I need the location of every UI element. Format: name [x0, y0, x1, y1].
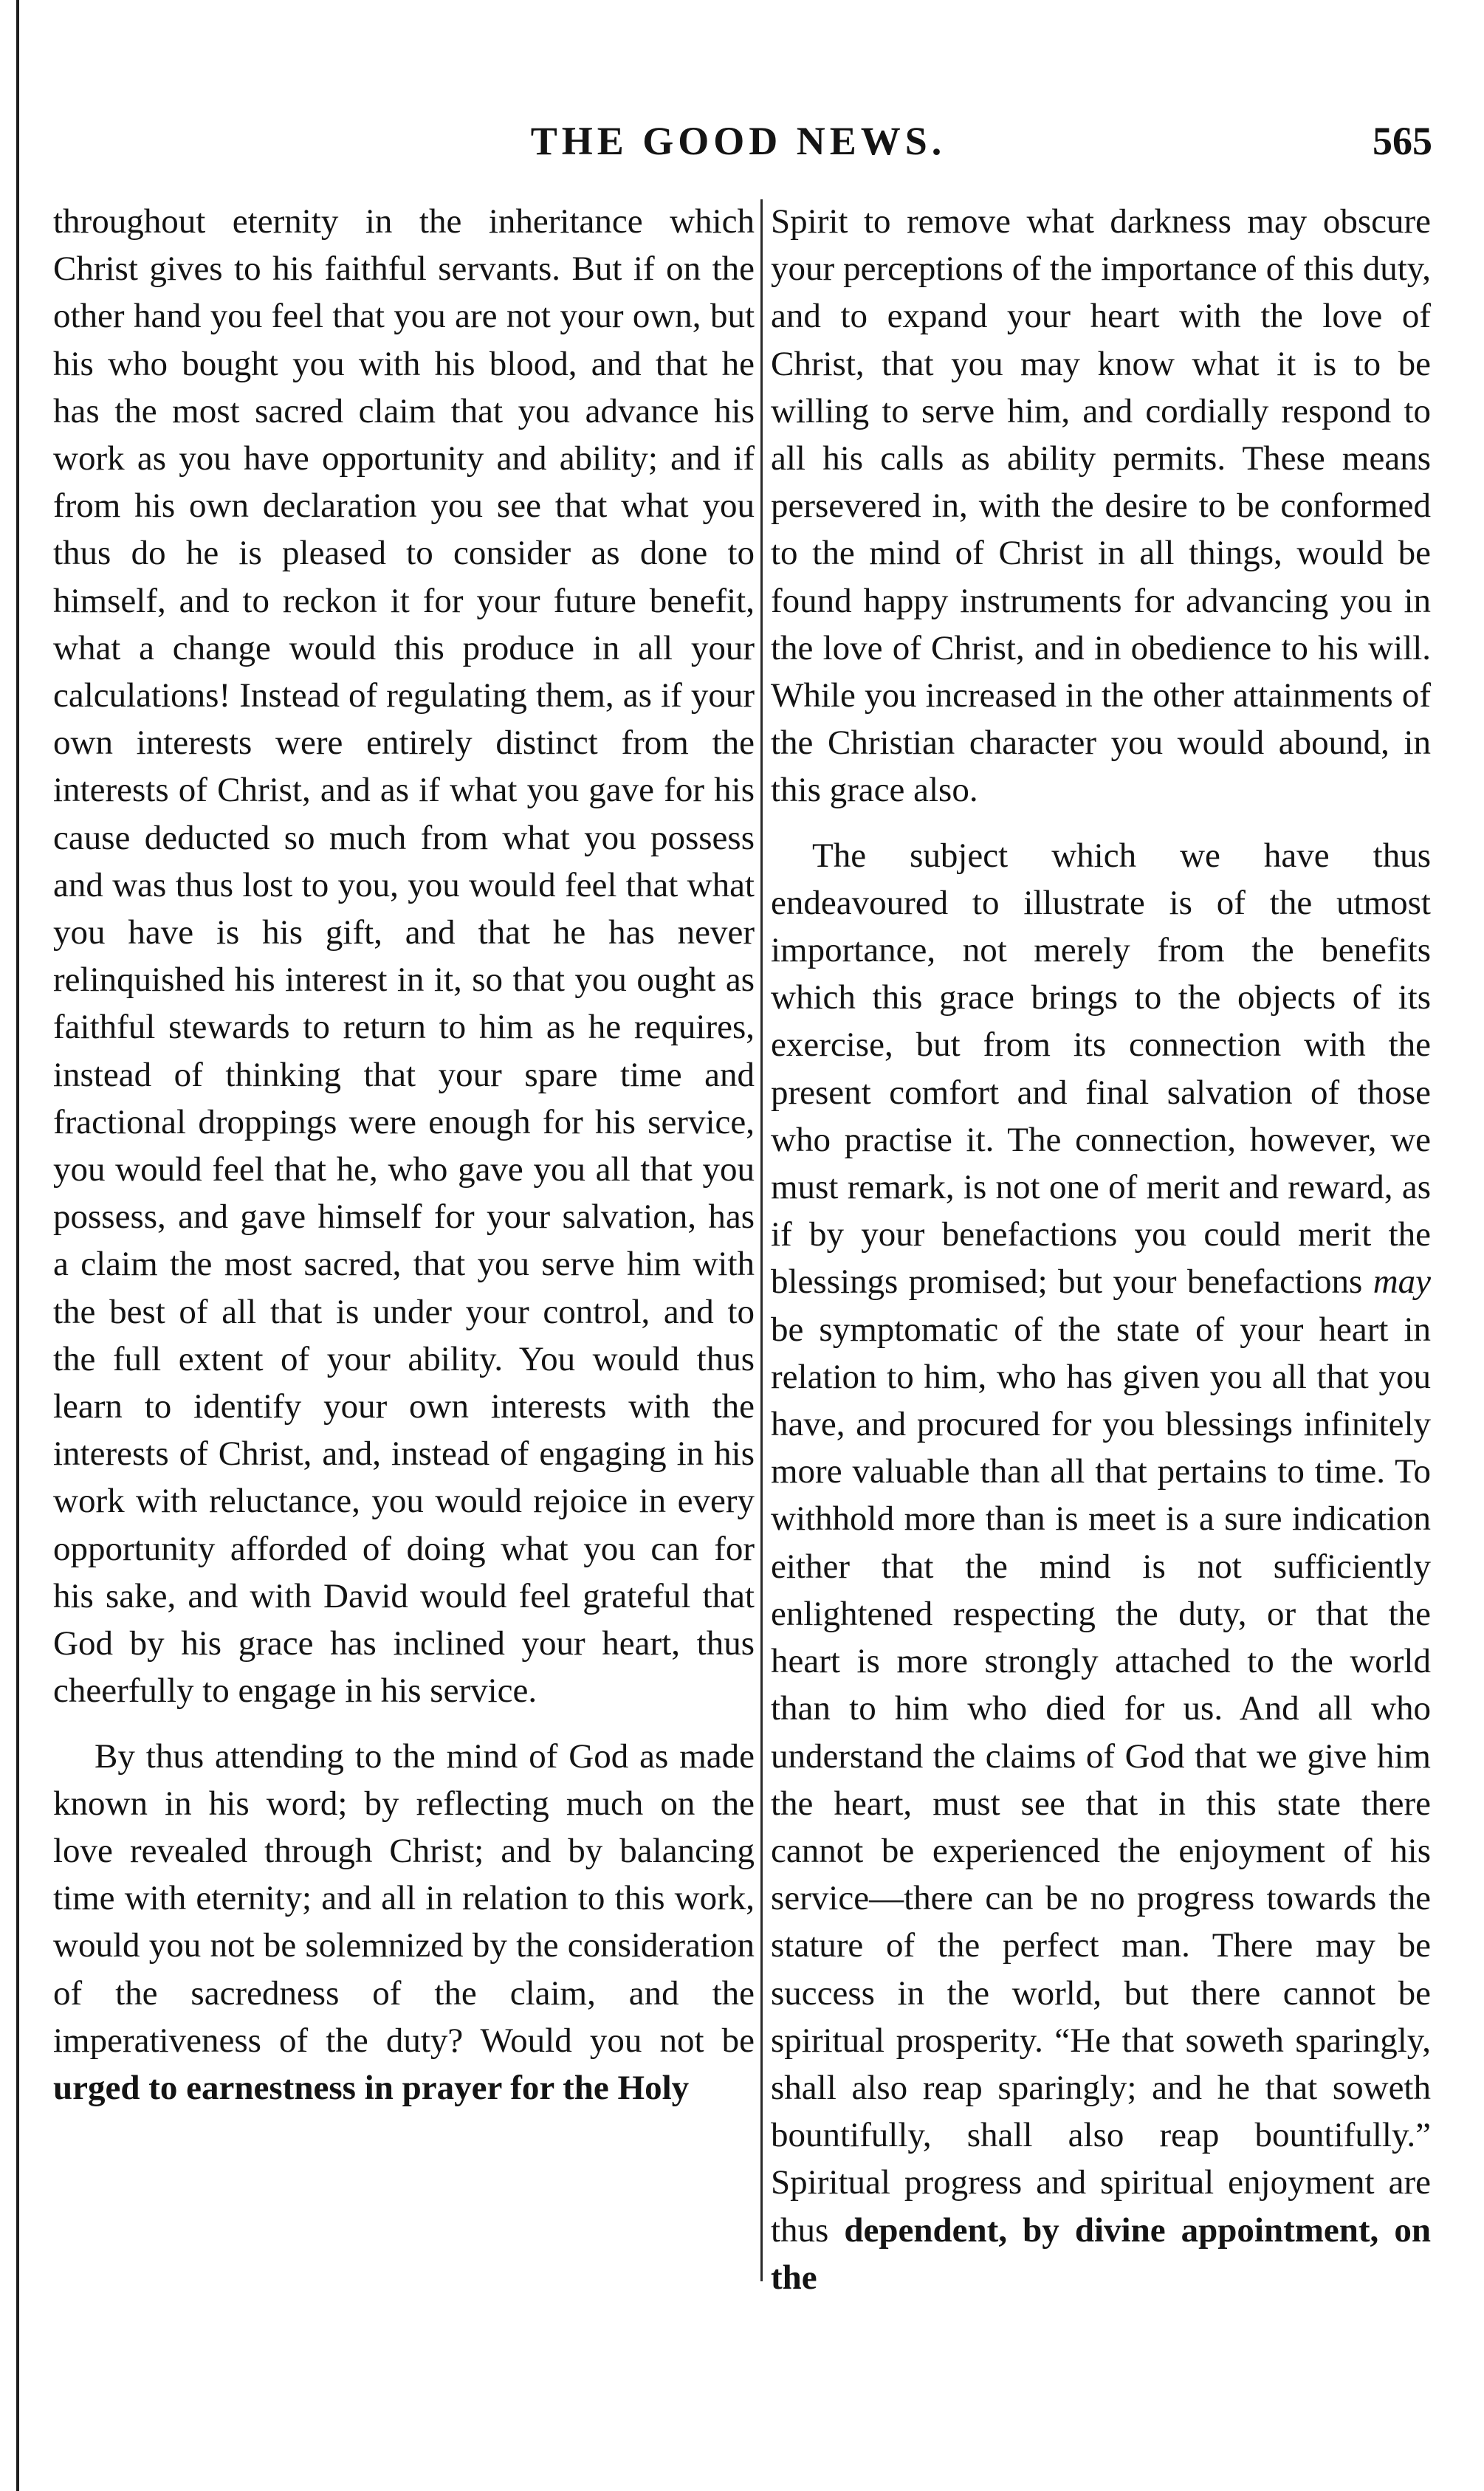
- page-header: [44, 118, 1432, 185]
- right-paragraph-2: [771, 832, 1431, 2301]
- column-divider: [760, 199, 763, 2281]
- page-number: 565: [1373, 119, 1432, 163]
- right-paragraph-2-tail: dependent, by divine appointment, on the: [771, 2210, 1431, 2297]
- right-paragraph-2-italic: may: [1373, 1262, 1431, 1302]
- running-head: THE GOOD NEWS.: [530, 119, 947, 163]
- right-paragraph-1: Spirit to remove what darkness may obscure your perceptions of the importance of this duty, and to expand your heart with the love of Christ, that you may know what it is to be willing to serve him, and cordially respond to all his calls as ability permits. These means persevered in, with the desire to be conformed to the mind of Christ in all things, would be found happy instruments for advancing you in the love of Christ, and in obedience to his will. While you increased in the other attainments of the Christian character you would abound, in this grace also.: [771, 202, 1431, 810]
- right-column: [771, 198, 1431, 2297]
- left-paragraph-2-text: By thus attending to the mind of God as made known in his word; by reflecting much on the love revealed through Christ; and by balancing time with eternity; and all in relation to this work, would you not be solemnized by the consideration of the sacredness of the claim, and the imperativeness of the duty? Would you not be: [53, 1736, 755, 2060]
- left-paragraph-1: throughout eternity in the inheritance which Christ gives to his faithful servants. But if on the other hand you feel that you are not your own, but his who bought you with his blood, and that he has the most sacred claim that you advance his work as you have opportunity and ability; and if from his own declaration you see that what you thus do he is pleased to consider as done to himself, and to reckon it for your future benefit, what a change would this produce in all your calculations! Instead of regulating them, as if your own interests were entirely distinct from the interests of Christ, and as if what you gave for his cause deducted so much from what you possess and was thus lost to you, you would feel that what you have is his gift, and that he has never relinquished his interest in it, so that you ought as faithful stewards to return to him as he requires, instead of thinking that your spare time and fractional droppings were enough for his service, you would feel that he, who gave you all that you possess, and gave himself for your salvation, has a claim the most sacred, that you serve him with the best of all that is under your control, and to the full extent of your ability. You would thus learn to identify your own interests with the interests of Christ, and, instead of engaging in his work with reluctance, you would rejoice in every opportunity afforded of doing what you can for his sake, and with David would feel grateful that God by his grace has inclined your heart, thus cheerfully to engage in his service.: [53, 202, 755, 1711]
- right-paragraph-2-text-b: be symptomatic of the state of your heart in relation to him, who has given you all that you have, and procured for you blessings infinitely more valuable than all that pertains to time. To withhold more than is meet is a sure indication either that the mind is not sufficiently enlightened respecting the duty, or that the heart is more strongly attached to the world than to him who died for us. And all who understand the claims of God that we give him the heart, must see that in this state there cannot be experienced the enjoyment of his service—there can be no progress towards the stature of the perfect man. There may be success in the world, but there cannot be spiritual prosperity. “He that soweth sparingly, shall also reap sparingly; and he that soweth bountifully, shall also reap bountifully.” Spiritual progress and spiritual enjoyment are thus: [771, 1310, 1431, 2250]
- left-column: [53, 198, 755, 2265]
- right-paragraph-2-text-a: The subject which we have thus endeavoured to illustrate is of the utmost importance, not merely from the benefits which this grace brings to the objects of its exercise, but from its connection with the present comfort and final salvation of those who practise it. The connection, however, we must remark, is not one of merit and reward, as if by your benefactions you could merit the blessings promised; but your benefactions: [771, 836, 1431, 1302]
- left-paragraph-2-tail: urged to earnestness in prayer for the Holy: [53, 2068, 690, 2107]
- page-edge-rule: [16, 0, 19, 2491]
- left-paragraph-2: [53, 1733, 755, 2112]
